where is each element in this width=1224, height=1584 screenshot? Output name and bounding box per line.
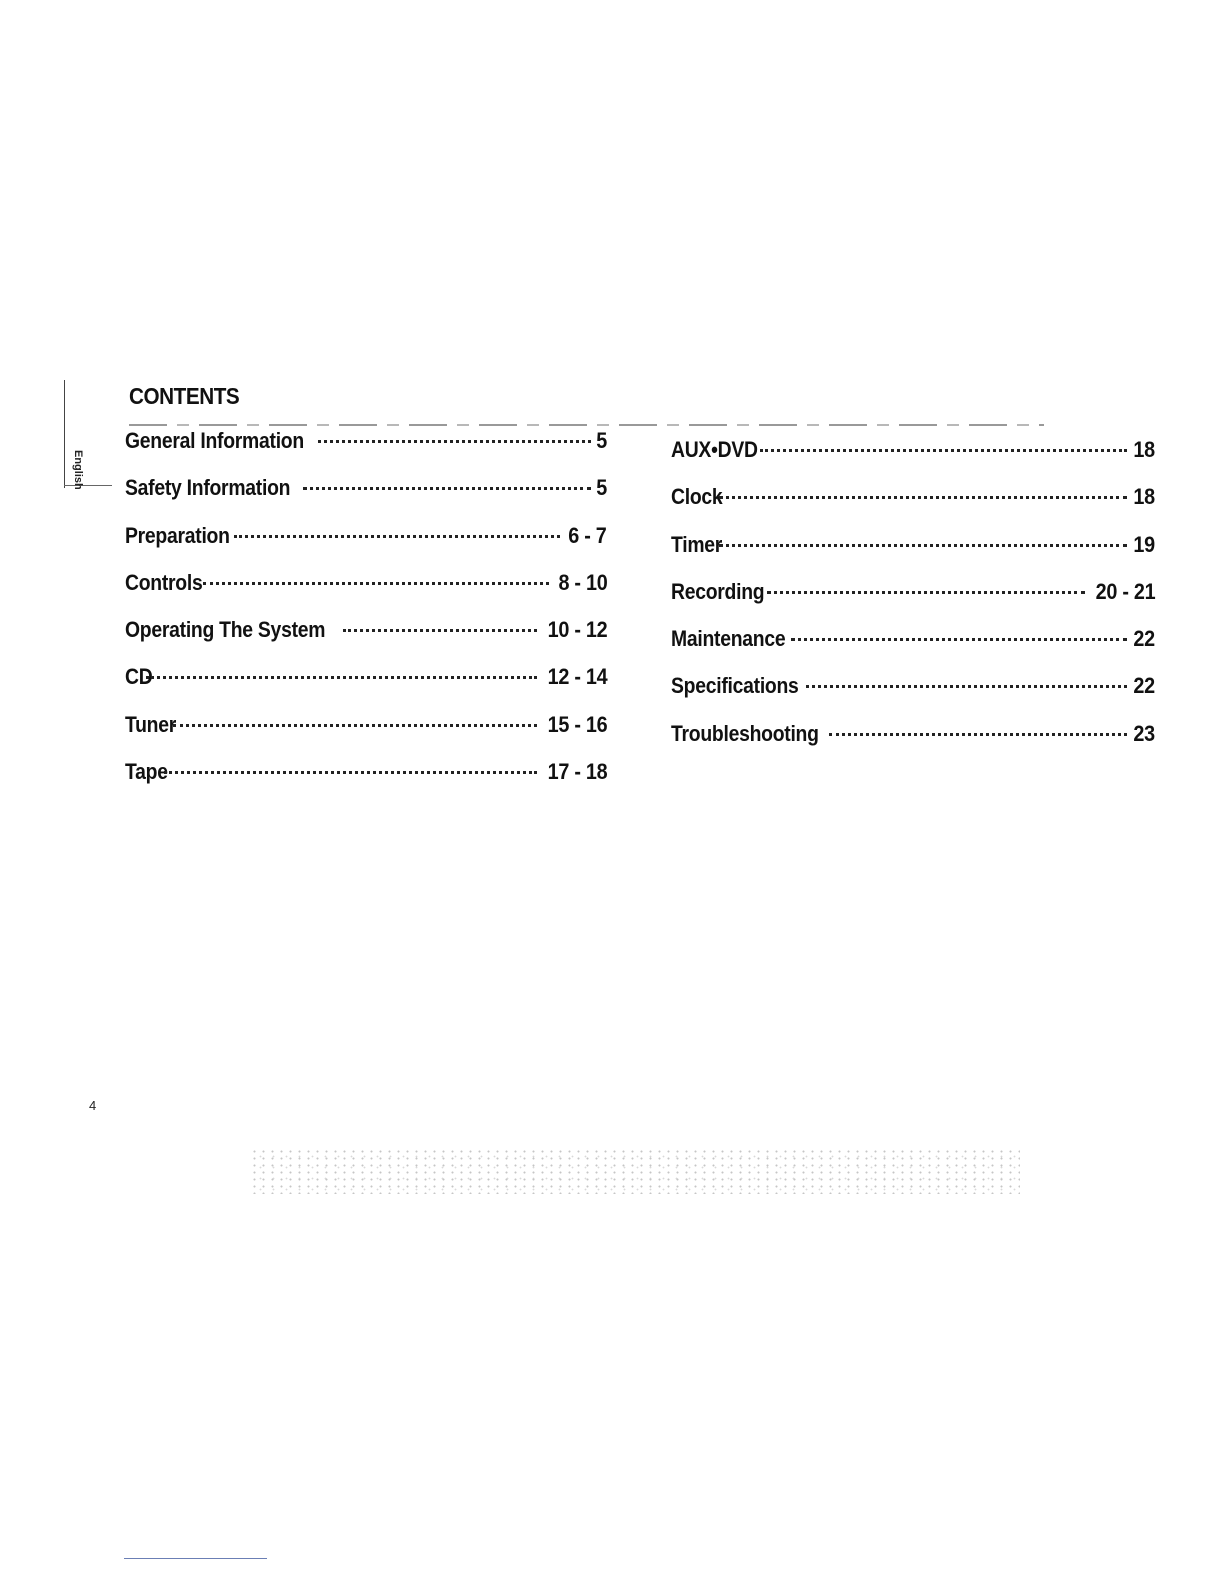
toc-entry-tape[interactable] — [125, 759, 607, 806]
toc-entry-troubleshooting[interactable] — [671, 721, 1155, 768]
toc-entry-page: 12 - 14 — [547, 664, 607, 690]
leader-dots — [303, 487, 591, 490]
leader-dots — [146, 676, 536, 679]
toc-entry-page: 5 — [596, 428, 607, 453]
leader-dots — [318, 440, 591, 443]
toc-entry-page: 10 - 12 — [547, 617, 607, 643]
toc-entry-label: Tape — [125, 759, 168, 785]
leader-dots — [760, 449, 1128, 452]
toc-entry-page: 22 — [1133, 626, 1155, 652]
scan-artifact — [250, 1148, 1020, 1194]
language-label: English — [72, 450, 84, 490]
leader-dots — [806, 685, 1127, 688]
language-side-tab — [62, 380, 118, 490]
leader-dots — [767, 591, 1085, 594]
toc-entry-page: 8 - 10 — [557, 569, 607, 595]
toc-entry-page: 17 - 18 — [547, 759, 607, 785]
heading-rule — [129, 424, 1044, 426]
toc-entry-controls[interactable] — [125, 570, 607, 617]
toc-entry-page: 23 — [1133, 720, 1155, 746]
toc-entry-maintenance[interactable] — [671, 626, 1155, 673]
leader-dots — [173, 724, 537, 727]
leader-dots — [829, 733, 1127, 736]
toc-entry-clock[interactable] — [671, 484, 1155, 531]
leader-dots — [234, 535, 561, 538]
toc-entry-page: 20 - 21 — [1095, 578, 1155, 604]
toc-entry-safety-information[interactable] — [125, 475, 607, 522]
page-number: 4 — [89, 1098, 97, 1113]
toc-entry-page: 18 — [1133, 484, 1155, 510]
toc-entry-label: Clock — [671, 484, 723, 510]
leader-dots — [164, 771, 537, 774]
contents-heading: CONTENTS — [129, 383, 240, 409]
toc-entry-label: Timer — [671, 531, 723, 557]
toc-entry-label: General Information — [125, 428, 304, 453]
toc-entry-label: Safety Information — [125, 475, 291, 501]
toc-entry-page: 15 - 16 — [547, 711, 607, 737]
toc-right-column — [671, 437, 1155, 768]
toc-entry-label: Tuner — [125, 711, 177, 737]
toc-entry-label: Preparation — [125, 522, 230, 548]
toc-entry-page: 6 - 7 — [568, 522, 607, 548]
side-tab-bar — [64, 380, 65, 488]
toc-entry-page: 19 — [1133, 531, 1155, 557]
toc-entry-label: AUX•DVD — [671, 437, 758, 462]
leader-dots — [791, 638, 1127, 641]
toc-entry-label: Operating The System — [125, 617, 326, 643]
toc-entry-page: 22 — [1133, 673, 1155, 699]
leader-dots — [203, 582, 548, 585]
toc-entry-general-information[interactable] — [125, 428, 607, 475]
toc-entry-operating-the-system[interactable] — [125, 617, 607, 664]
toc-entry-timer[interactable] — [671, 532, 1155, 579]
toc-entry-preparation[interactable] — [125, 523, 607, 570]
toc-left-column — [125, 428, 607, 806]
toc-entry-label: Troubleshooting — [671, 720, 819, 746]
toc-entry-tuner[interactable] — [125, 712, 607, 759]
footer-rule — [124, 1558, 267, 1559]
toc-entry-aux-dvd[interactable] — [671, 437, 1155, 484]
toc-entry-page: 18 — [1133, 437, 1155, 462]
toc-entry-cd[interactable] — [125, 664, 607, 711]
leader-dots — [343, 629, 537, 632]
toc-entry-page: 5 — [596, 475, 607, 501]
leader-dots — [719, 496, 1127, 499]
toc-entry-label: Controls — [125, 569, 203, 595]
toc-entry-label: Recording — [671, 578, 765, 604]
toc-entry-label: Specifications — [671, 673, 799, 699]
toc-entry-label: Maintenance — [671, 626, 786, 652]
toc-entry-recording[interactable] — [671, 579, 1155, 626]
toc-entry-specifications[interactable] — [671, 673, 1155, 720]
toc-entry-label: CD — [125, 664, 153, 690]
leader-dots — [719, 544, 1127, 547]
